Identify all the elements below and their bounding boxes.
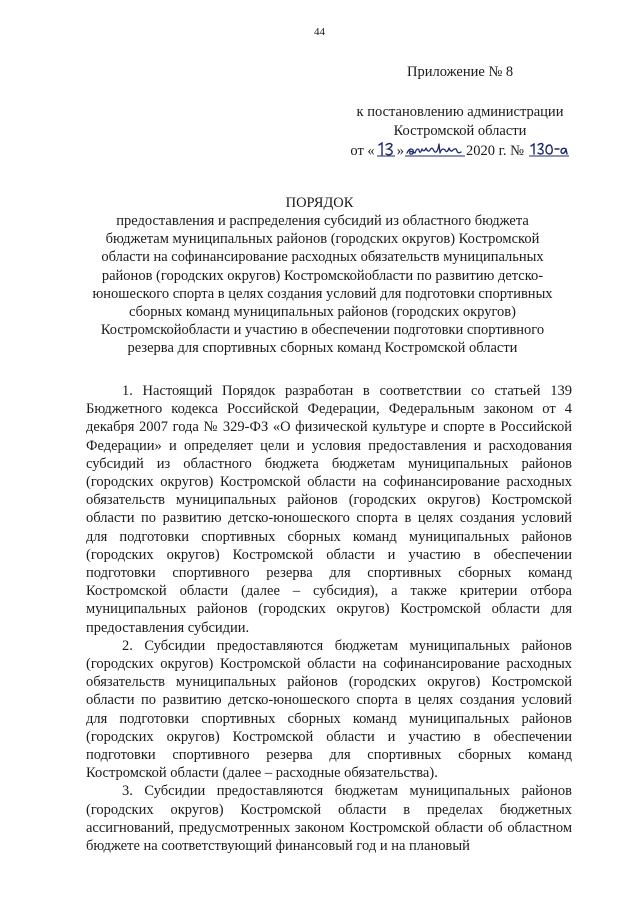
document-body [86, 382, 572, 855]
date-prefix: от « [350, 143, 375, 159]
resolution-line-1: к постановлению администрации [356, 104, 564, 120]
date-close: » [396, 143, 404, 159]
handwritten-month [405, 141, 465, 158]
page-number: 44 [314, 26, 325, 38]
resolution-date-line [340, 141, 580, 161]
document-subtitle: предоставления и распределения субсидий из областного бюджета бюджетам муниципальных районов (городских округов) Костромской области на софинансирование расходных обязательств муниципальных районов (городских округов) Костромскойобласти по развитию детско-юношеского спорта в целях создания условий для подготовки спортивных сборных команд муниципальных районов (городских округов) Костромскойобласти и участию в обеспечении подготовки спортивного резерва для спортивных сборных команд Костромской области [92, 213, 553, 357]
date-year-and-number-label: 2020 г. № [465, 143, 524, 159]
handwritten-number [529, 141, 569, 158]
resolution-line-2: Костромской области [393, 123, 527, 139]
paragraph-2: 2. Субсидии предоставляются бюджетам муниципальных районов (городских округов) Костромской области на софинансирование расходных обязательств муниципальных районов (городских округов) Костромской области по развитию детско-юношеского спорта в целях создания условий для подготовки спортивных сборных команд муниципальных районов (городских округов) Костромской области и участию в обеспечении подготовки спортивного резерва для спортивных сборных команд Костромской области (далее – расходные обязательства). [86, 637, 572, 782]
handwritten-day [376, 141, 396, 158]
resolution-reference [340, 103, 580, 161]
paragraph-1: 1. Настоящий Порядок разработан в соответствии со статьей 139 Бюджетного кодекса Российской Федерации, Федеральным законом от 4 декабря 2007 года № 329-ФЗ «О физической культуре и спорте в Российской Федерации» и определяет цели и условия предоставления и расходования субсидий из областного бюджета бюджетам муниципальных районов (городских округов) Костромской области на софинансирование расходных обязательств муниципальных районов (городских округов) Костромской области по развитию детско-юношеского спорта в целях создания условий для подготовки спортивных сборных команд муниципальных районов (городских округов) Костромской области и участию в обеспечении подготовки спортивного резерва для спортивных сборных команд Костромской области (далее – субсидия), а также критерии отбора муниципальных районов (городских округов) Костромской области для предоставления субсидии. [86, 383, 572, 636]
paragraph-3: 3. Субсидии предоставляются бюджетам муниципальных районов (городских округов) Костромской области в пределах бюджетных ассигнований, предусмотренных законом Костромской области об областном бюджете на соответствующий финансовый год и на плановый [86, 783, 572, 855]
document-title: ПОРЯДОК [285, 195, 354, 211]
appendix-label: Приложение № 8 [407, 64, 514, 80]
